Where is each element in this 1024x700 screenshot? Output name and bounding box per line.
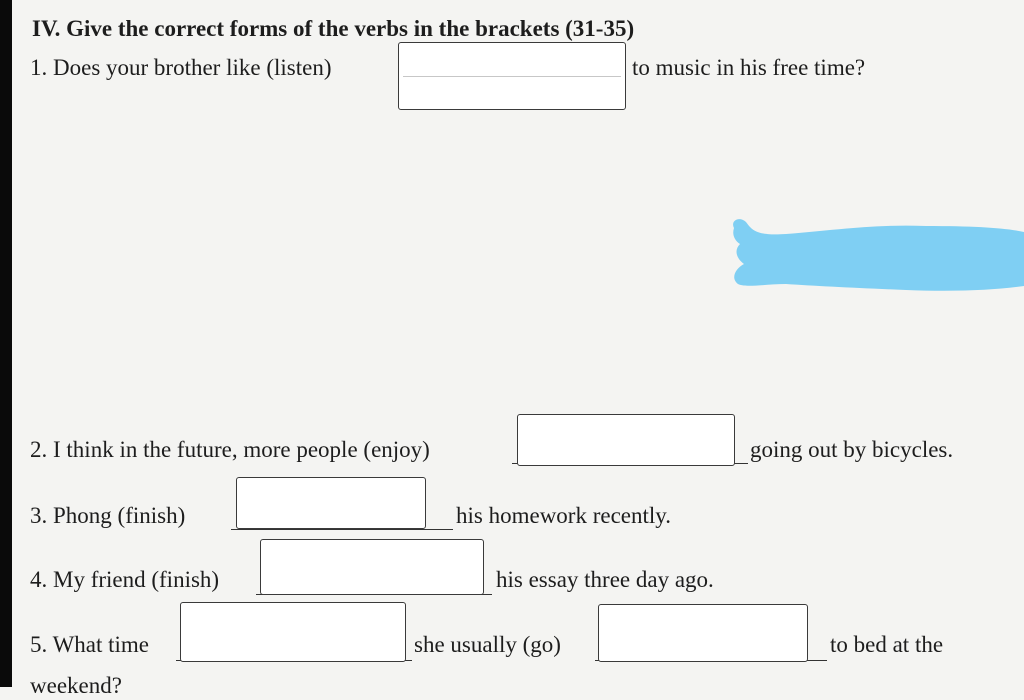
question-2-answer-box[interactable] — [517, 414, 735, 466]
question-5-first-answer-box[interactable] — [180, 602, 406, 662]
question-5-prompt: 5. What time — [30, 632, 150, 657]
question-4-continuation: his essay three day ago. — [496, 567, 714, 592]
question-3-answer-box[interactable] — [236, 477, 426, 529]
question-1-prompt: 1. Does your brother like (listen) — [30, 55, 332, 80]
question-5-middle-text: she usually (go) — [414, 632, 561, 657]
question-1-continuation: to music in his free time? — [632, 55, 866, 80]
question-1-answer-box[interactable] — [398, 42, 626, 110]
question-4-answer-box[interactable] — [260, 539, 484, 595]
question-2-prompt: 2. I think in the future, more people (enjoy) — [30, 437, 430, 462]
exercise-heading: IV. Give the correct forms of the verbs in the brackets (31-35) — [32, 16, 635, 41]
question-3-underline — [231, 529, 453, 530]
question-2-continuation: going out by bicycles. — [750, 437, 954, 462]
page-left-edge — [0, 0, 12, 687]
scribble-shape — [733, 219, 1024, 291]
question-3-continuation: his homework recently. — [456, 503, 672, 528]
blue-scribble-mark — [726, 214, 1024, 296]
question-3-prompt: 3. Phong (finish) — [30, 503, 186, 528]
question-5-second-answer-box[interactable] — [598, 604, 808, 662]
question-4-prompt: 4. My friend (finish) — [30, 567, 220, 592]
question-1-box-guide — [403, 76, 621, 77]
question-5-cutoff-line: weekend? — [30, 673, 122, 698]
question-5-continuation: to bed at the — [830, 632, 944, 657]
